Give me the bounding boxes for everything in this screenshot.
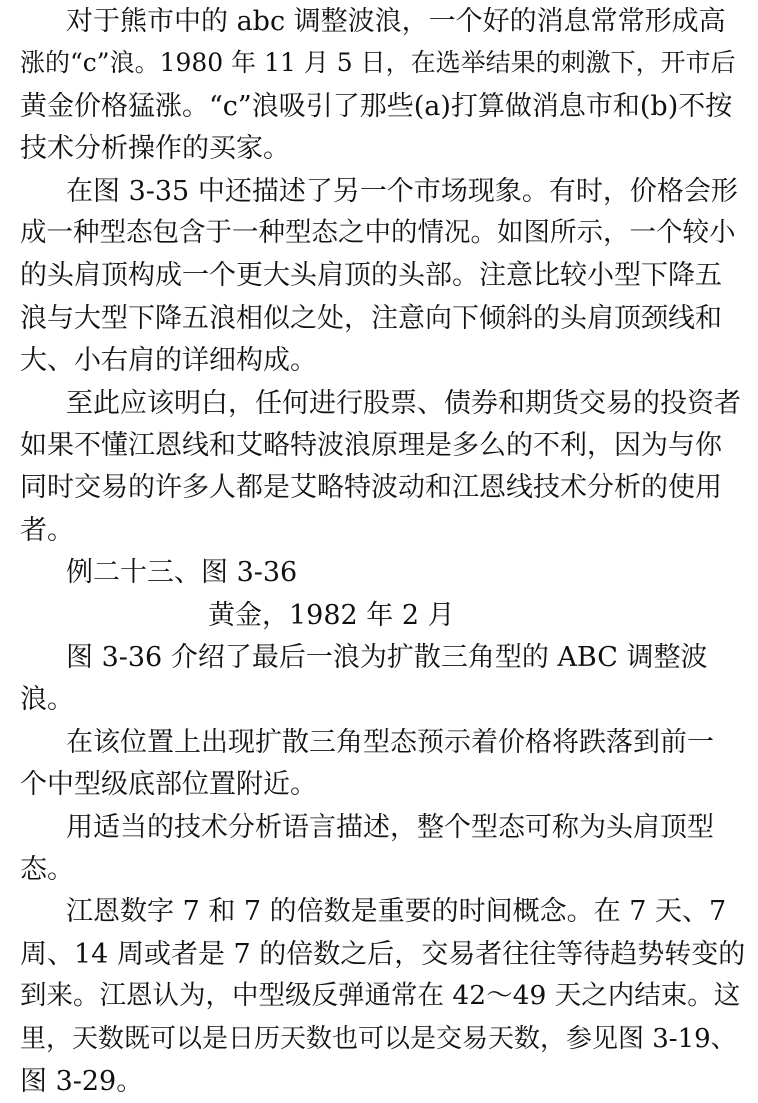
text-line-21: 态。 [20, 854, 74, 885]
text-line-16: 图 3-36 介绍了最后一浪为扩散三角型的 ABC 调整波 [66, 642, 708, 673]
text-line-3: 黄金价格猛涨。“c”浪吸引了那些(a)打算做消息市和(b)不按 [20, 90, 733, 122]
text-line-22: 江恩数字 7 和 7 的倍数是重要的时间概念。在 7 天、7 [66, 896, 727, 928]
example-subheading: 黄金，1982 年 2 月 [208, 599, 455, 631]
text-line-24: 到来。江恩认为，中型级反弹通常在 42～49 天之内结束。这 [20, 980, 741, 1012]
example-heading: 例二十三、图 3-36 [66, 557, 298, 589]
text-line-11: 如果不懂江恩线和艾略特波浪原理是多么的不利，因为与你 [20, 430, 722, 461]
text-line-18: 在该位置上出现扩散三角型态预示着价格将跌落到前一 [66, 726, 714, 758]
text-line-17: 浪。 [20, 684, 74, 716]
text-line-10: 至此应该明白，任何进行股票、债券和期货交易的投资者 [66, 387, 741, 419]
text-line-20: 用适当的技术分析语言描述，整个型态可称为头肩顶型 [66, 811, 714, 843]
text-line-4: 技术分析操作的买家。 [20, 133, 290, 165]
text-line-26: 图 3-29。 [20, 1066, 144, 1097]
text-line-8: 浪与大型下降五浪相似之处，注意向下倾斜的头肩顶颈线和 [20, 302, 722, 334]
text-line-19: 个中型级底部位置附近。 [20, 769, 317, 801]
text-line-12: 同时交易的许多人都是艾略特波动和江恩线技术分析的使用 [20, 472, 722, 504]
text-line-25: 里，天数既可以是日历天数也可以是交易天数，参见图 3-19、 [20, 1023, 737, 1054]
text-line-1: 对于熊市中的 abc 调整波浪，一个好的消息常常形成高 [66, 6, 726, 37]
text-line-23: 周、14 周或者是 7 的倍数之后，交易者往往等待趋势转变的 [20, 938, 746, 970]
text-line-2: 涨的“c”浪。1980 年 11 月 5 日，在选举结果的刺激下，开市后 [20, 48, 736, 78]
text-line-9: 大、小右肩的详细构成。 [20, 345, 317, 377]
text-line-7: 的头肩顶构成一个更大头肩顶的头部。注意比较小型下降五 [20, 260, 722, 292]
text-line-6: 成一种型态包含于一种型态之中的情况。如图所示，一个较小 [20, 217, 736, 248]
text-line-13: 者。 [20, 514, 74, 546]
text-line-5: 在图 3-35 中还描述了另一个市场现象。有时，价格会形 [66, 175, 738, 207]
document-page [20, 0, 748, 1103]
